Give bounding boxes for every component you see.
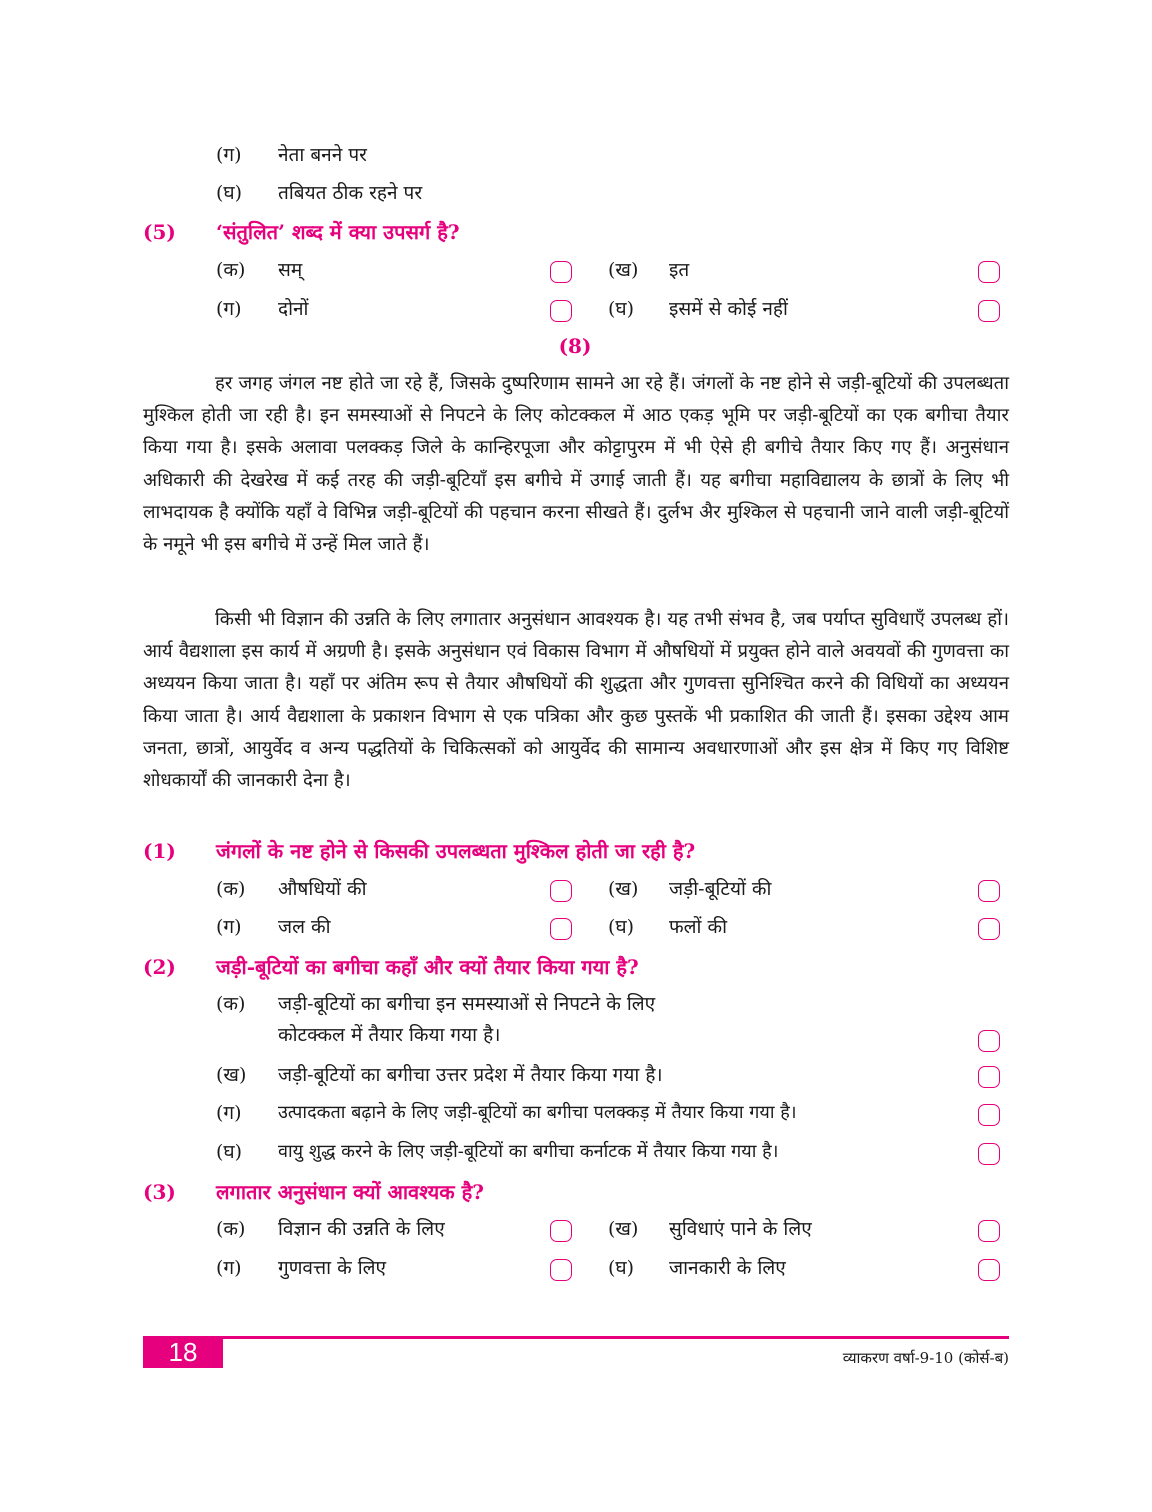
option-text: उत्पादकता बढ़ाने के लिए जड़ी-बूटियों का बगीचा पलक्कड़ में तैयार किया गया है। xyxy=(278,1102,797,1123)
option-label: (घ) xyxy=(608,916,635,938)
option-label: (घ) xyxy=(216,1141,243,1163)
option-label: (घ) xyxy=(216,182,243,204)
option-text: जड़ी-बूटियों का बगीचा उत्तर प्रदेश में तैयार किया गया है। xyxy=(278,1064,663,1086)
option-text: जानकारी के लिए xyxy=(669,1257,786,1279)
option-label: (ख) xyxy=(608,878,639,900)
option-text: सम् xyxy=(278,259,303,281)
question-text: जंगलों के नष्ट होने से किसकी उपलब्धता मुश्किल होती जा रही है? xyxy=(216,839,696,863)
answer-checkbox[interactable] xyxy=(978,1030,1000,1052)
passage-paragraph-1: हर जगह जंगल नष्ट होते जा रहे हैं, जिसके दुष्परिणाम सामने आ रहे हैं। जंगलों के नष्ट होने से जड़ी-बूटियों की उपलब्धता मुश्किल होती जा रही है। इन समस्याओं से निपटने के लिए कोटक्कल में आठ एकड़ भूमि पर जड़ी-बूटियों का एक बगीचा तैयार किया गया है। इसके अलावा पलक्कड़ जिले के कान्हिरपूजा और कोट्टापुरम में भी ऐसे ही बगीचे तैयार किए गए हैं। अनुसंधान अधिकारी की देखरेख में कई तरह की जड़ी-बूटियाँ इस बगीचे में उगाई जाती हैं। यह बगीचा महाविद्यालय के छात्रों के लिए भी लाभदायक है क्योंकि यहाँ वे विभिन्न जड़ी-बूटियों की पहचान करना सीखते हैं। दुर्लभ अैर मुश्किल से पहचानी जाने वाली जड़ी-बूटियों के नमूने भी इस बगीचे में उन्हें मिल जाते हैं। xyxy=(143,373,1009,556)
answer-checkbox[interactable] xyxy=(978,1220,1000,1242)
option-label: (क) xyxy=(216,1218,246,1240)
answer-checkbox[interactable] xyxy=(978,918,1000,940)
answer-checkbox[interactable] xyxy=(978,1066,1000,1088)
option-label: (ग) xyxy=(216,916,242,938)
option-label: (ख) xyxy=(216,1064,247,1086)
option-text: दोनों xyxy=(278,298,309,320)
option-label: (घ) xyxy=(608,1257,635,1279)
option-text: इसमें से कोई नहीं xyxy=(669,298,788,320)
question-number: (5) xyxy=(143,220,176,244)
question-number: (1) xyxy=(143,839,176,863)
option-text: विज्ञान की उन्नति के लिए xyxy=(278,1218,445,1240)
answer-checkbox[interactable] xyxy=(550,1259,572,1281)
answer-checkbox[interactable] xyxy=(550,1220,572,1242)
answer-checkbox[interactable] xyxy=(978,1143,1000,1165)
question-text: लगातार अनुसंधान क्यों आवश्यक है? xyxy=(216,1180,484,1204)
passage-paragraph-2: किसी भी विज्ञान की उन्नति के लिए लगातार अनुसंधान आवश्यक है। यह तभी संभव है, जब पर्याप्त सुविधाएँ उपलब्ध हों। आर्य वैद्यशाला इस कार्य में अग्रणी है। इसके अनुसंधान एवं विकास विभाग में औषधियों में प्रयुक्त होने वाले अवयवों की गुणवत्ता का अध्ययन किया जाता है। यहाँ पर अंतिम रूप से तैयार औषधियों की शुद्धता और गुणवत्ता सुनिश्चित करने की विधियों का अध्ययन किया जाता है। आर्य वैद्यशाला के प्रकाशन विभाग से एक पत्रिका और कुछ पुस्तकें भी प्रकाशित की जाती हैं। इसका उद्देश्य आम जनता, छात्रों, आयुर्वेद व अन्य पद्धतियों के चिकित्सकों को आयुर्वेद की सामान्य अवधारणाओं और इस क्षेत्र में किए गए विशिष्ट शोधकार्यों की जानकारी देना है। xyxy=(143,609,1009,792)
answer-checkbox[interactable] xyxy=(978,261,1000,283)
option-text: गुणवत्ता के लिए xyxy=(278,1257,387,1279)
option-text: इत xyxy=(669,259,690,281)
option-label: (ग) xyxy=(216,1102,242,1124)
option-label: (ग) xyxy=(216,298,242,320)
question-text: ‘संतुलित’ शब्द में क्या उपसर्ग है? xyxy=(216,220,460,244)
option-label: (क) xyxy=(216,259,246,281)
answer-checkbox[interactable] xyxy=(978,1104,1000,1126)
option-label: (ग) xyxy=(216,1257,242,1279)
answer-checkbox[interactable] xyxy=(550,918,572,940)
option-label: (घ) xyxy=(608,298,635,320)
option-text: तबियत ठीक रहने पर xyxy=(278,182,423,204)
option-label: (क) xyxy=(216,993,246,1015)
answer-checkbox[interactable] xyxy=(550,300,572,322)
option-label: (ख) xyxy=(608,259,639,281)
option-text: वायु शुद्ध करने के लिए जड़ी-बूटियों का बगीचा कर्नाटक में तैयार किया गया है। xyxy=(278,1141,779,1162)
option-text: जड़ी-बूटियों का बगीचा इन समस्याओं से निपटने के लिए xyxy=(278,993,656,1015)
option-text: जड़ी-बूटियों की xyxy=(669,878,772,900)
option-text: औषधियों की xyxy=(278,878,367,900)
answer-checkbox[interactable] xyxy=(550,261,572,283)
answer-checkbox[interactable] xyxy=(978,1259,1000,1281)
answer-checkbox[interactable] xyxy=(978,300,1000,322)
option-label: (ग) xyxy=(216,144,242,166)
question-number: (2) xyxy=(143,955,176,979)
page-number: 18 xyxy=(143,1336,223,1368)
option-text-continued: कोटक्कल में तैयार किया गया है। xyxy=(278,1024,501,1046)
option-text: फलों की xyxy=(669,916,728,938)
question-text: जड़ी-बूटियों का बगीचा कहाँ और क्यों तैयार किया गया है? xyxy=(216,955,639,979)
passage-number: (8) xyxy=(558,334,592,358)
option-label: (क) xyxy=(216,878,246,900)
option-label: (ख) xyxy=(608,1218,639,1240)
option-text: सुविधाएं पाने के लिए xyxy=(669,1218,812,1240)
answer-checkbox[interactable] xyxy=(978,880,1000,902)
footer-divider xyxy=(143,1336,1009,1339)
book-title: व्याकरण वर्षा-9-10 (कोर्स-ब) xyxy=(842,1349,1009,1367)
option-text: नेता बनने पर xyxy=(278,144,367,166)
option-text: जल की xyxy=(278,916,331,938)
answer-checkbox[interactable] xyxy=(550,880,572,902)
question-number: (3) xyxy=(143,1180,176,1204)
